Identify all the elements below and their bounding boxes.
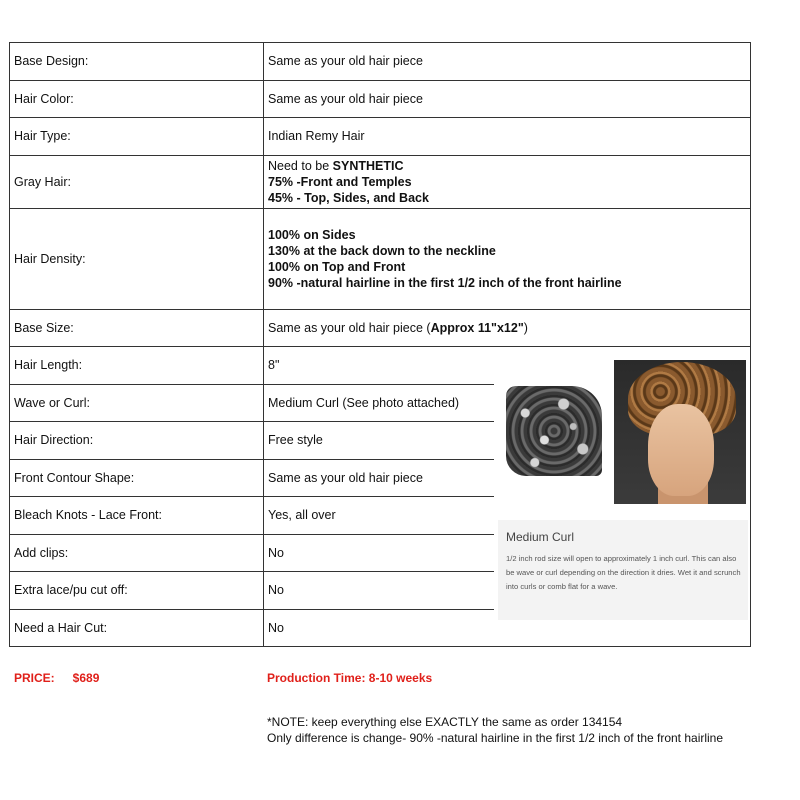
price-label: PRICE: xyxy=(14,671,55,685)
row-value: Medium Curl (See photo attached) xyxy=(264,384,751,422)
row-label: Hair Color: xyxy=(10,80,264,118)
row-label: Hair Length: xyxy=(10,347,264,385)
row-label: Bleach Knots - Lace Front: xyxy=(10,497,264,535)
row-value: 8" xyxy=(264,347,751,385)
row-label: Front Contour Shape: xyxy=(10,459,264,497)
table-row xyxy=(10,43,751,81)
row-label: Need a Hair Cut: xyxy=(10,609,264,647)
base-size-suffix: ) xyxy=(523,320,528,335)
row-value: Same as your old hair piece xyxy=(264,459,751,497)
row-label: Extra lace/pu cut off: xyxy=(10,572,264,610)
row-label: Hair Type: xyxy=(10,118,264,156)
row-label: Base Design: xyxy=(10,43,264,81)
table-row xyxy=(10,118,751,156)
row-value: No xyxy=(264,534,751,572)
row-value: Free style xyxy=(264,422,751,460)
price-value: $689 xyxy=(72,671,100,685)
density-line-4: 90% -natural hairline in the first 1/2 inch of the front hairline xyxy=(268,275,622,290)
row-label: Add clips: xyxy=(10,534,264,572)
curl-sample-image xyxy=(506,386,602,476)
curl-caption-text: 1/2 inch rod size will open to approximately 1 inch curl. This can also be wave or curl depending on the direction it dries. Wet it and scrunch into curls or comb flat for a wave. xyxy=(506,554,741,591)
note-line-2: Only difference is change- 90% -natural hairline in the first 1/2 inch of the front hairline xyxy=(267,731,724,745)
row-value: Same as your old hair piece xyxy=(264,80,751,118)
model-face xyxy=(648,404,714,496)
density-line-2: 130% at the back down to the neckline xyxy=(268,243,496,258)
row-value xyxy=(264,155,751,208)
table-row xyxy=(10,155,751,208)
row-value xyxy=(264,309,751,347)
row-value: Indian Remy Hair xyxy=(264,118,751,156)
production-time: Production Time: 8-10 weeks xyxy=(267,671,433,685)
medium-curl-photo-panel xyxy=(494,356,750,626)
row-label: Wave or Curl: xyxy=(10,384,264,422)
table-row xyxy=(10,80,751,118)
density-line-3: 100% on Top and Front xyxy=(268,259,406,274)
table-row xyxy=(10,208,751,309)
row-value: No xyxy=(264,609,751,647)
order-note xyxy=(267,714,723,746)
row-value: No xyxy=(264,572,751,610)
row-label: Hair Direction: xyxy=(10,422,264,460)
row-label: Gray Hair: xyxy=(10,155,264,208)
curl-caption-box xyxy=(498,520,748,620)
price-line xyxy=(14,671,99,685)
table-row xyxy=(10,309,751,347)
gray-hair-line-3: 45% - Top, Sides, and Back xyxy=(268,190,429,205)
model-photo xyxy=(614,360,746,504)
gray-hair-synthetic: SYNTHETIC xyxy=(332,158,404,173)
gray-hair-line-2: 75% -Front and Temples xyxy=(268,174,412,189)
density-line-1: 100% on Sides xyxy=(268,227,356,242)
row-value: Yes, all over xyxy=(264,497,751,535)
base-size-approx: Approx 11"x12" xyxy=(430,320,524,335)
row-label: Hair Density: xyxy=(10,208,264,309)
gray-hair-line-1: Need to be xyxy=(268,158,333,173)
curl-caption-title: Medium Curl xyxy=(506,530,575,544)
row-label: Base Size: xyxy=(10,309,264,347)
row-value xyxy=(264,208,751,309)
row-value: Same as your old hair piece xyxy=(264,43,751,81)
note-line-1: *NOTE: keep everything else EXACTLY the same as order 134154 xyxy=(267,715,623,729)
base-size-prefix: Same as your old hair piece ( xyxy=(268,320,431,335)
